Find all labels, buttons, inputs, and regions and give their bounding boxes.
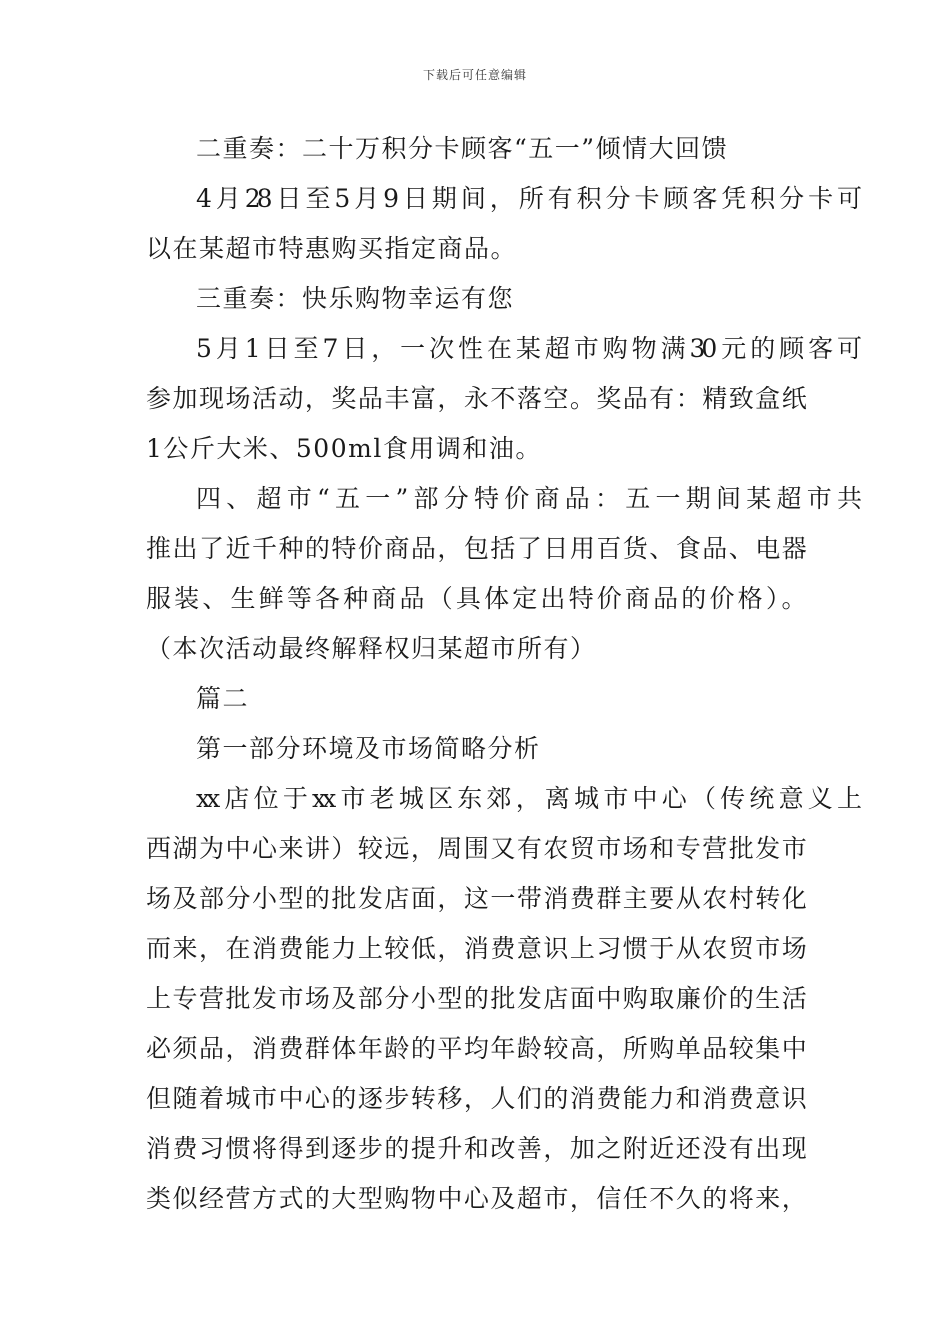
page-header: 下载后可任意编辑: [422, 68, 527, 82]
text-line: 参加现场活动，奖品丰富，永不落空。奖品有：精致盒纸: [146, 384, 808, 413]
section-heading: 第一部分环境及市场简略分析: [196, 734, 541, 763]
text-line: 1公斤大米、500ml食用调和油。: [146, 434, 542, 463]
text-line: 类似经营方式的大型购物中心及超市，信任不久的将来，: [146, 1184, 808, 1213]
text-line: 5月1日至7日，一次性在某超市购物满30元的顾客可: [196, 334, 858, 363]
text-line: 上专营批发市场及部分小型的批发店面中购取廉价的生活: [146, 984, 808, 1013]
text-line: 4月28日至5月9日期间，所有积分卡顾客凭积分卡可: [196, 184, 858, 213]
text-line: （本次活动最终解释权归某超市所有）: [146, 634, 597, 663]
text-line: 四、超市“五一”部分特价商品：五一期间某超市共: [196, 484, 858, 513]
section-heading: 篇二: [196, 684, 250, 713]
text-line: 西湖为中心来讲）较远，周围又有农贸市场和专营批发市: [146, 834, 808, 863]
text-line: 推出了近千种的特价商品，包括了日用百货、食品、电器: [146, 534, 808, 563]
text-line: 消费习惯将得到逐步的提升和改善，加之附近还没有出现: [146, 1134, 808, 1163]
text-line: 二重奏：二十万积分卡顾客“五一”倾情大回馈: [196, 134, 729, 163]
text-line: 三重奏：快乐购物幸运有您: [196, 284, 515, 313]
text-line: 但随着城市中心的逐步转移，人们的消费能力和消费意识: [146, 1084, 808, 1113]
text-line: 以在某超市特惠购买指定商品。: [146, 234, 518, 263]
document-body: [146, 124, 858, 1224]
text-line: 而来，在消费能力上较低，消费意识上习惯于从农贸市场: [146, 934, 808, 963]
text-line: 服装、生鲜等各种商品（具体定出特价商品的价格）。: [146, 584, 808, 613]
text-line: xx店位于xx市老城区东郊，离城市中心（传统意义上: [196, 784, 858, 813]
text-line: 场及部分小型的批发店面，这一带消费群主要从农村转化: [146, 884, 808, 913]
text-line: 必须品，消费群体年龄的平均年龄较高，所购单品较集中: [146, 1034, 808, 1063]
